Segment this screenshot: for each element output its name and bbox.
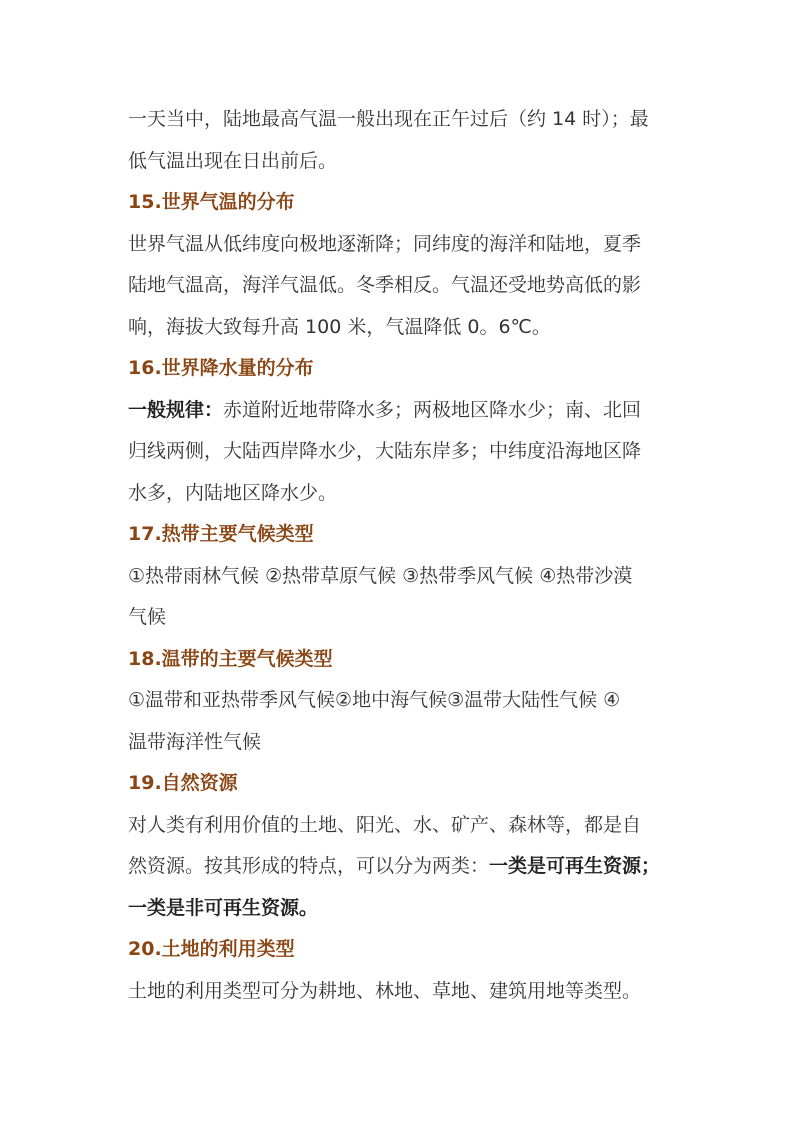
section-16-line-1-text: 赤道附近地带降水多；两极地区降水少；南、北回 [223,398,642,421]
section-15-line-1: 世界气温从低纬度向极地逐渐降；同纬度的海洋和陆地，夏季 [128,232,642,255]
general-rule-label: 一般规律： [128,398,224,421]
section-15-line-3: 响，海拔大致每升高 100 米，气温降低 0。6℃。 [128,315,551,338]
section-19-line-2-text: 然资源。按其形成的特点，可以分为两类： [128,855,490,877]
section-18-line-1: ①温带和亚热带季风气候②地中海气候③温带大陆性气候 ④ [128,689,621,711]
renewable-resources-text: 一类是可再生资源； [489,855,661,877]
section-20-line-1: 土地的利用类型可分为耕地、林地、草地、建筑用地等类型。 [128,979,642,1002]
intro-line-2: 低气温出现在日出前后。 [128,149,338,172]
intro-line-1: 一天当中，陆地最高气温一般出现在正午过后（约 14 时）；最 [128,108,649,130]
section-16-line-3: 水多，内陆地区降水少。 [128,481,338,504]
section-heading-18: 18.温带的主要气候类型 [128,647,333,670]
non-renewable-resources-text: 一类是非可再生资源。 [128,896,319,919]
section-17-line-1: ①热带雨林气候 ②热带草原气候 ③热带季风气候 ④热带沙漠 [128,564,633,587]
section-heading-17: 17.热带主要气候类型 [128,523,314,545]
section-18-line-2: 温带海洋性气候 [128,730,262,753]
section-heading-15: 15.世界气温的分布 [128,191,295,213]
document-page [128,99,688,1012]
section-heading-20: 20.土地的利用类型 [128,938,295,960]
section-16-line-2: 归线两侧，大陆西岸降水少，大陆东岸多；中纬度沿海地区降 [128,440,642,462]
section-heading-16: 16.世界降水量的分布 [128,357,314,379]
section-16-line-1 [128,390,688,432]
section-15-line-2: 陆地气温高，海洋气温低。冬季相反。气温还受地势高低的影 [128,274,642,296]
section-heading-19: 19.自然资源 [128,772,238,794]
section-17-line-2: 气候 [128,606,167,628]
section-19-line-2 [128,846,688,888]
section-19-line-1: 对人类有利用价值的土地、阳光、水、矿产、森林等，都是自 [128,813,642,836]
